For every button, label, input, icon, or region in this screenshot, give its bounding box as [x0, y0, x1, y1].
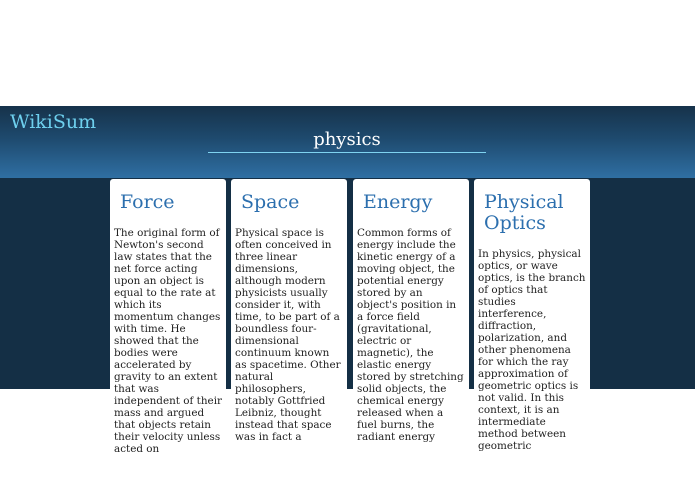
card-summary: Common forms of energy include the kinetic energy of a moving object, the potential energy stored by an object's position in a force field (gravitational, electric or magnetic), the elastic energy stored by stretching solid objects, the chemical energy released when a fuel burns, the radiant energy — [357, 227, 464, 443]
card-title[interactable]: Energy — [363, 191, 433, 213]
card-summary: The original form of Newton's second law states that the net force acting upon an object is equal to the rate at which its momentum changes with time. He showed that the bodies were accelerated by gravity to an extent that was independent of their mass and argued that objects retain their velocity unless acted on — [114, 227, 222, 455]
result-card-energy[interactable] — [353, 179, 469, 443]
result-card-space[interactable] — [231, 179, 347, 443]
logo[interactable]: WikiSum — [10, 111, 97, 133]
result-card-physical-optics[interactable] — [474, 179, 590, 452]
results-grid — [110, 179, 600, 455]
card-title[interactable]: Space — [241, 191, 300, 213]
app-viewport — [0, 106, 695, 455]
search-input[interactable] — [208, 126, 486, 152]
card-summary: In physics, physical optics, or wave optics, is the branch of optics that studies interference, diffraction, polarization, and other phenomena for which the ray approximation of geometric optics is not valid. In this context, it is an intermediate method between geometric — [478, 248, 586, 452]
card-summary: Physical space is often conceived in three linear dimensions, although modern physicists usually consider it, with time, to be part of a boundless four-dimensional continuum known as spacetime. Other natural philosophers, notably Gottfried Leibniz, thought instead that space was in fact a — [235, 227, 341, 443]
card-title[interactable]: Force — [120, 191, 175, 213]
search-bar — [208, 126, 486, 153]
card-title[interactable]: Physical Optics — [484, 191, 564, 234]
header — [0, 106, 695, 178]
result-card-force[interactable] — [110, 179, 226, 455]
